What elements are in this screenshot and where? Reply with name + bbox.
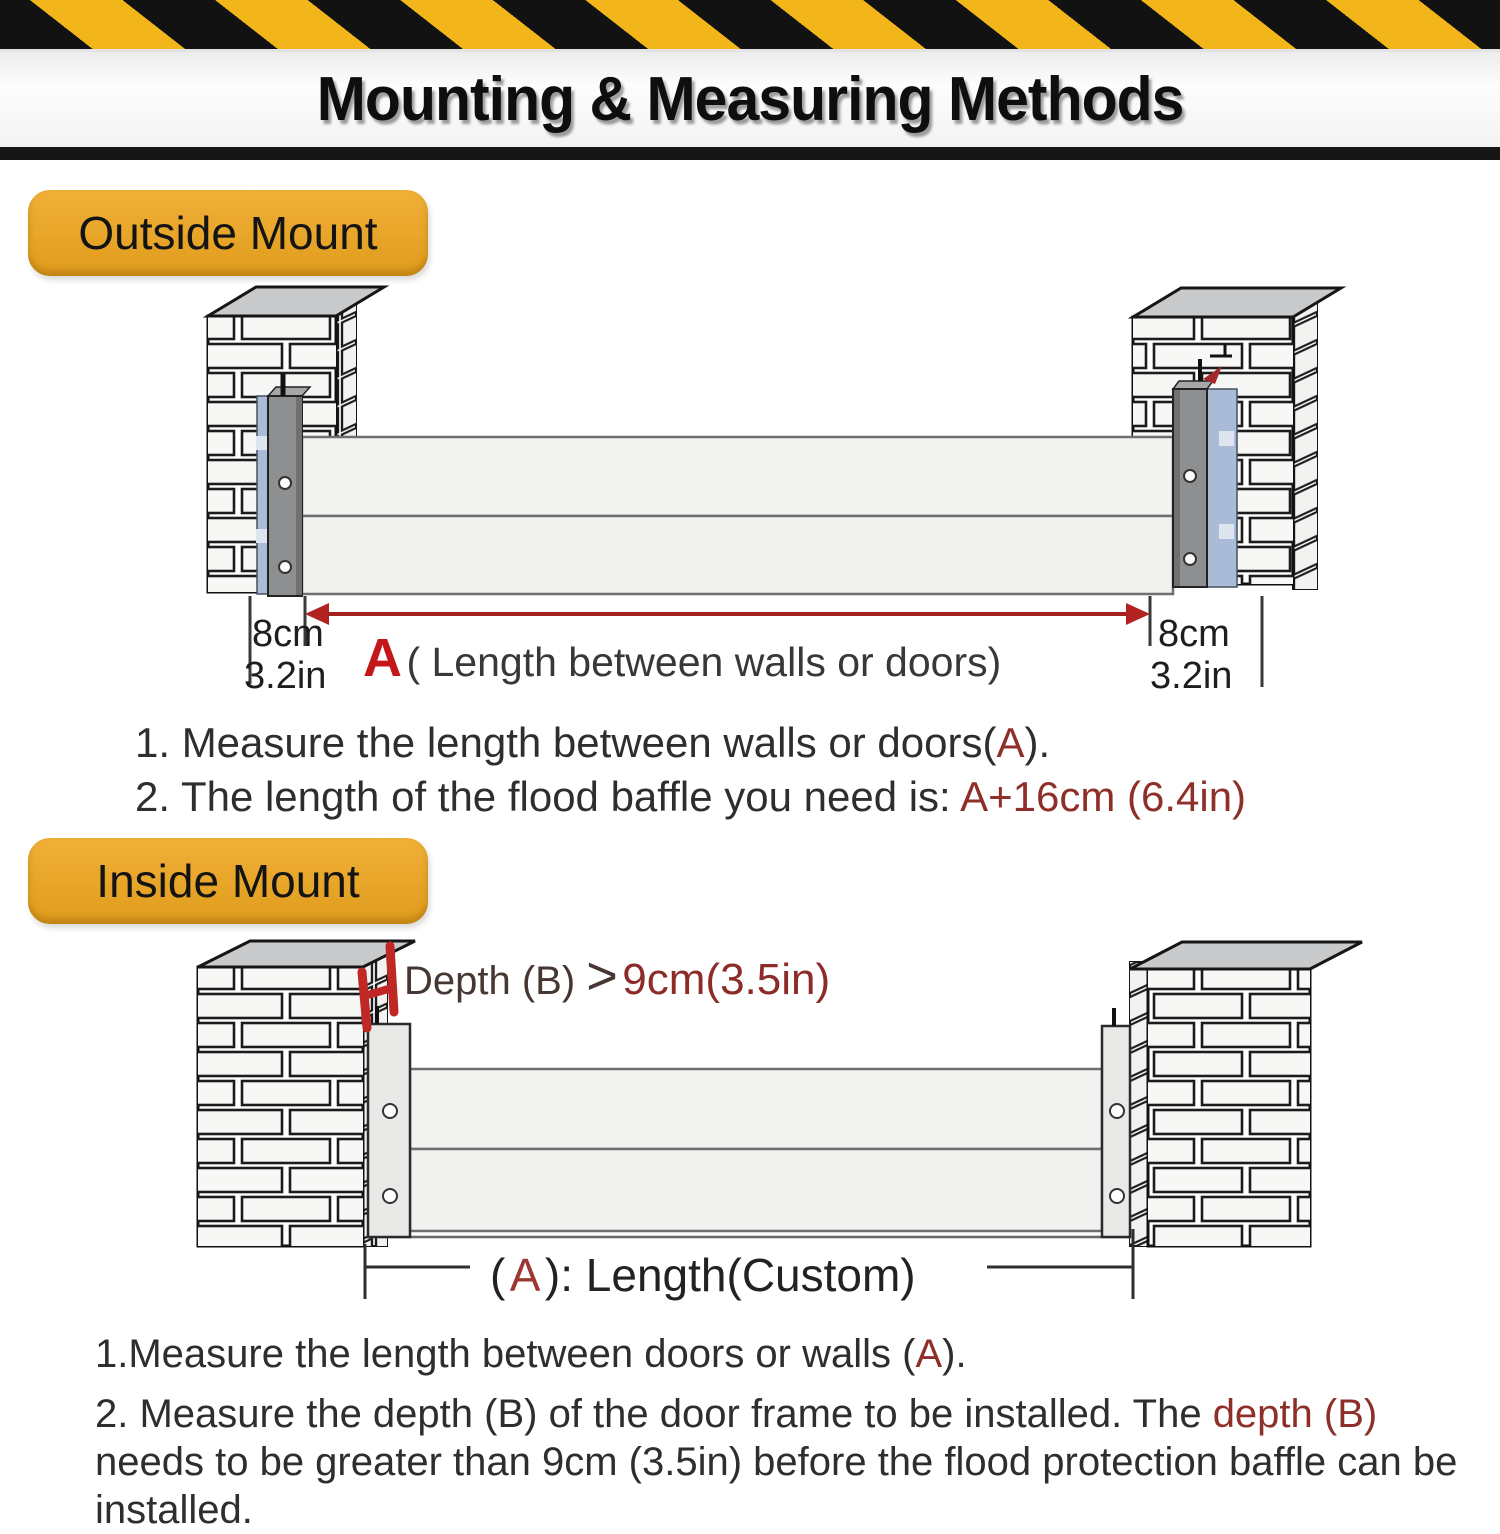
title-band: [0, 52, 1500, 147]
inside-mount-badge: [28, 838, 428, 924]
right-mounting-channel: [1102, 1008, 1130, 1237]
seal-mark: [1219, 524, 1234, 539]
screw-hole: [1110, 1104, 1124, 1118]
pillar-cap: [208, 287, 384, 316]
screw-hole: [1184, 470, 1196, 482]
screw-hole: [1184, 553, 1196, 565]
inside-mount-diagram: [0, 934, 1500, 1324]
dimension-arrow: [305, 603, 1150, 625]
inside-mount-badge-label: Inside Mount: [96, 855, 360, 907]
seal-mark: [1219, 431, 1234, 446]
outside-mount-badge-label: Outside Mount: [78, 207, 378, 259]
inside-right-pillar: [1130, 942, 1362, 1246]
outside-mount-badge: [28, 190, 428, 276]
header-divider-bar: [0, 147, 1500, 160]
outside-mount-diagram: [0, 284, 1500, 714]
length-dimension-label: A ( Length between walls or doors): [363, 628, 1002, 688]
length-custom-label: ( A ): Length(Custom): [490, 1249, 916, 1301]
outside-mount-instructions: [0, 716, 1500, 824]
caution-tape-stripe: [0, 0, 1500, 52]
dim-letter-A: A: [363, 628, 402, 688]
pillar-cap: [1130, 942, 1362, 969]
page-title: Mounting & Measuring Methods: [316, 65, 1184, 134]
screw-hole: [383, 1189, 397, 1203]
instruction-step-2: 2. The length of the flood baffle you need is: A+16cm (6.4in): [135, 773, 1247, 820]
screw-hole: [279, 477, 291, 489]
flood-baffle-panels: [368, 1069, 1130, 1237]
screw-hole: [1110, 1189, 1124, 1203]
right-offset-in: 3.2in: [1150, 655, 1233, 697]
right-offset-cm: 8cm: [1158, 613, 1230, 655]
inside-mount-instructions: [0, 1330, 1500, 1534]
instruction-step-1: 1. Measure the length between walls or doors(A).: [135, 719, 1051, 766]
flood-baffle-panels: [302, 437, 1173, 594]
depth-label: Depth (B) > 9cm(3.5in): [404, 946, 831, 1006]
right-seal-strip: [1207, 389, 1237, 587]
left-mounting-channel: [368, 1006, 410, 1237]
instruction-step-2: 2. Measure the depth (B) of the door frame to be installed. The depth (B) needs to be greater than 9cm (3.5in) before the flood protection baffle can be installed.: [95, 1392, 1458, 1532]
screw-hole: [279, 561, 291, 573]
left-offset-in: 3.2in: [244, 655, 327, 697]
left-offset-cm: 8cm: [252, 613, 324, 655]
screw-hole: [383, 1104, 397, 1118]
instruction-step-1: 1.Measure the length between doors or walls (A).: [95, 1332, 967, 1376]
